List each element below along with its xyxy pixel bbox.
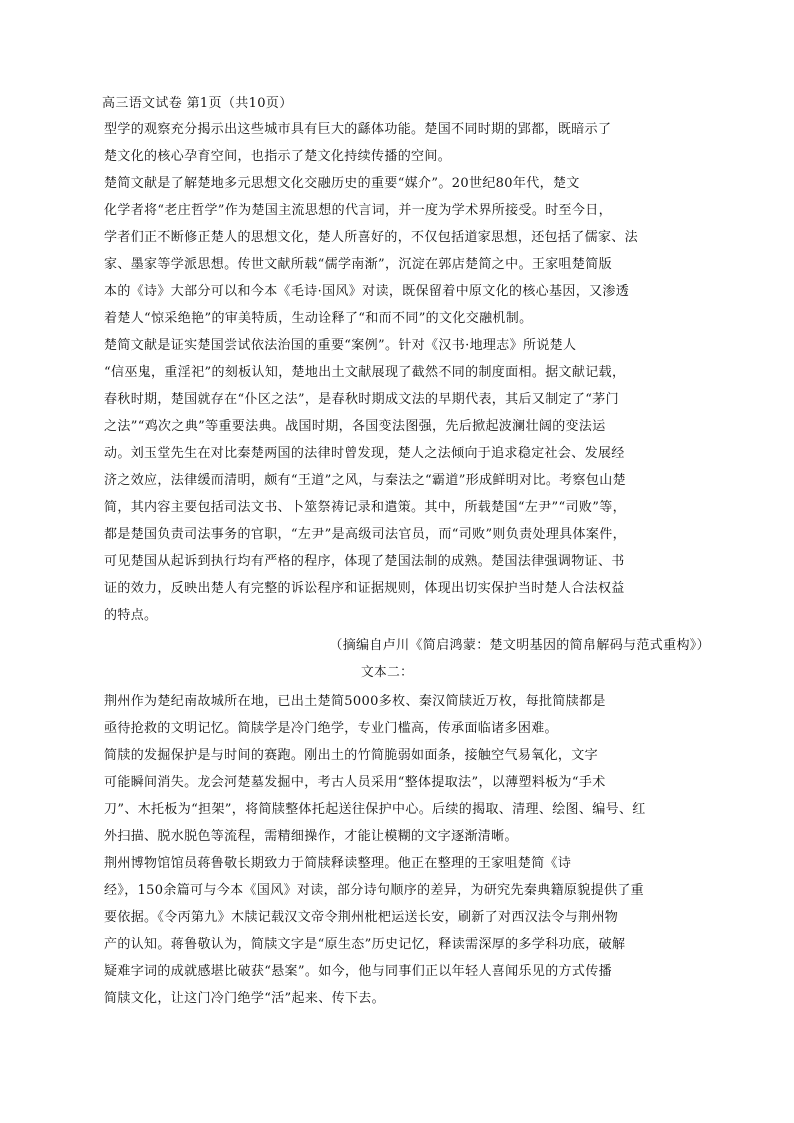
text-line: 简牍的发掘保护是与时间的赛跑。刚出土的竹简脆弱如面条，接触空气易氧化，文字 <box>104 748 598 763</box>
text-line: 亟待抢救的文明记忆。简牍学是冷门绝学，专业门槛高，传承面临诸多困难。 <box>104 721 558 736</box>
text-line: 化学者将“老庄哲学”作为楚国主流思想的代言词，并一度为学术界所接受。时至今日， <box>104 203 612 218</box>
text-line: 楚简文献是证实楚国尝试依法治国的重要“案例”。针对《汉书·地理志》所说楚人 <box>104 338 577 353</box>
text-line: 楚文化的核心孕育空间，也指示了楚文化持续传播的空间。 <box>104 149 452 164</box>
section-title: 文本二： <box>361 665 414 680</box>
text-line: 之法”“鸡次之典”等重要法典。战国时期，各国变法图强，先后掀起波澜壮阔的变法运 <box>104 419 606 434</box>
text-line: 动。刘玉堂先生在对比秦楚两国的法律时曾发现，楚人之法倾向于追求稳定社会、发展经 <box>104 446 625 461</box>
text-line: “信巫鬼，重淫祀”的刻板认知，楚地出土文献展现了截然不同的制度面相。据文献记载， <box>104 365 626 380</box>
text-line: 证的效力，反映出楚人有完整的诉讼程序和证据规则，体现出切实保护当时楚人合法权益 <box>104 581 625 596</box>
text-line: 简，其内容主要包括司法文书、卜筮祭祷记录和遣策。其中，所载楚国“左尹”“司败”等， <box>104 500 626 515</box>
text-line: 着楚人“惊采绝艳”的审美特质，生动诠释了“和而不同”的文化交融机制。 <box>104 311 533 326</box>
text-line: 产的认知。蒋鲁敬认为，简牍文字是“原生态”历史记忆，释读需深厚的多学科功底，破解 <box>104 937 626 952</box>
text-line: 要依据。《令丙第九》木牍记载汉文帝令荆州枇杷运送长安，刷新了对西汉法令与荆州物 <box>104 910 619 925</box>
source-citation: （摘编自卢川《简启鸿蒙：楚文明基因的简帛解码与范式重构》） <box>329 638 710 653</box>
text-line: 荆州作为楚纪南故城所在地，已出土楚简5000多枚、秦汉简牍近万枚，每批简牍都是 <box>104 694 606 709</box>
text-line: 本的《诗》大部分可以和今本《毛诗·国风》对读，既保留着中原文化的核心基因，又渗透 <box>104 284 630 299</box>
text-line: 济之效应，法律缓而清明，颇有“王道”之风，与秦法之“霸道”形成鲜明对比。考察包山楚 <box>104 473 626 488</box>
text-line: 型学的观察充分揭示出这些城市具有巨大的繇体功能。楚国不同时期的郢都，既暗示了 <box>104 122 612 137</box>
text-line: 可能瞬间消失。龙会河楚墓发掘中，考古人员采用“整体提取法”，以薄塑料板为“手术 <box>104 775 606 790</box>
text-line: 可见楚国从起诉到执行均有严格的程序，体现了楚国法制的成熟。楚国法律强调物证、书 <box>104 554 625 569</box>
text-line: 的特点。 <box>104 608 158 623</box>
text-line: 荆州博物馆馆员蒋鲁敬长期致力于简牍释读整理。他正在整理的王家咀楚简《诗 <box>104 856 572 871</box>
text-line: 刀”、木托板为“担架”，将简牍整体托起送往保护中心。后续的揭取、清理、绘图、编号、红 <box>104 802 646 817</box>
text-line: 春秋时期，楚国就存在“仆区之法”，是春秋时期成文法的早期代表，其后又制定了“茅门 <box>104 392 619 407</box>
text-line: 外扫描、脱水脱色等流程，需精细操作，才能让模糊的文字逐渐清晰。 <box>104 829 518 844</box>
text-line: 疑难字词的成就感堪比破获“悬案”。如今，他与同事们正以年轻人喜闻乐见的方式传播 <box>104 964 612 979</box>
text-line: 家、墨家等学派思想。传世文献所载“儒学南渐”，沉淀在郭店楚简之中。王家咀楚简版 <box>104 257 612 272</box>
text-line: 经》，150余篇可与今本《国风》对读，部分诗句顺序的差异，为研究先秦典籍原貌提供了重 <box>104 883 645 898</box>
text-line: 楚简文献是了解楚地多元思想文化交融历史的重要“媒介”。20世纪80年代，楚文 <box>104 176 580 191</box>
text-line: 学者们正不断修正楚人的思想文化，楚人所喜好的，不仅包括道家思想，还包括了儒家、法 <box>104 230 639 245</box>
text-line: 都是楚国负责司法事务的官职，“左尹”是高级司法官员，而“司败”则负责处理具体案件， <box>104 527 626 542</box>
page-header: 高三语文试卷 第1页（共10页） <box>102 96 293 111</box>
text-line: 简牍文化，让这门冷门绝学“活”起来、传下去。 <box>104 991 385 1006</box>
